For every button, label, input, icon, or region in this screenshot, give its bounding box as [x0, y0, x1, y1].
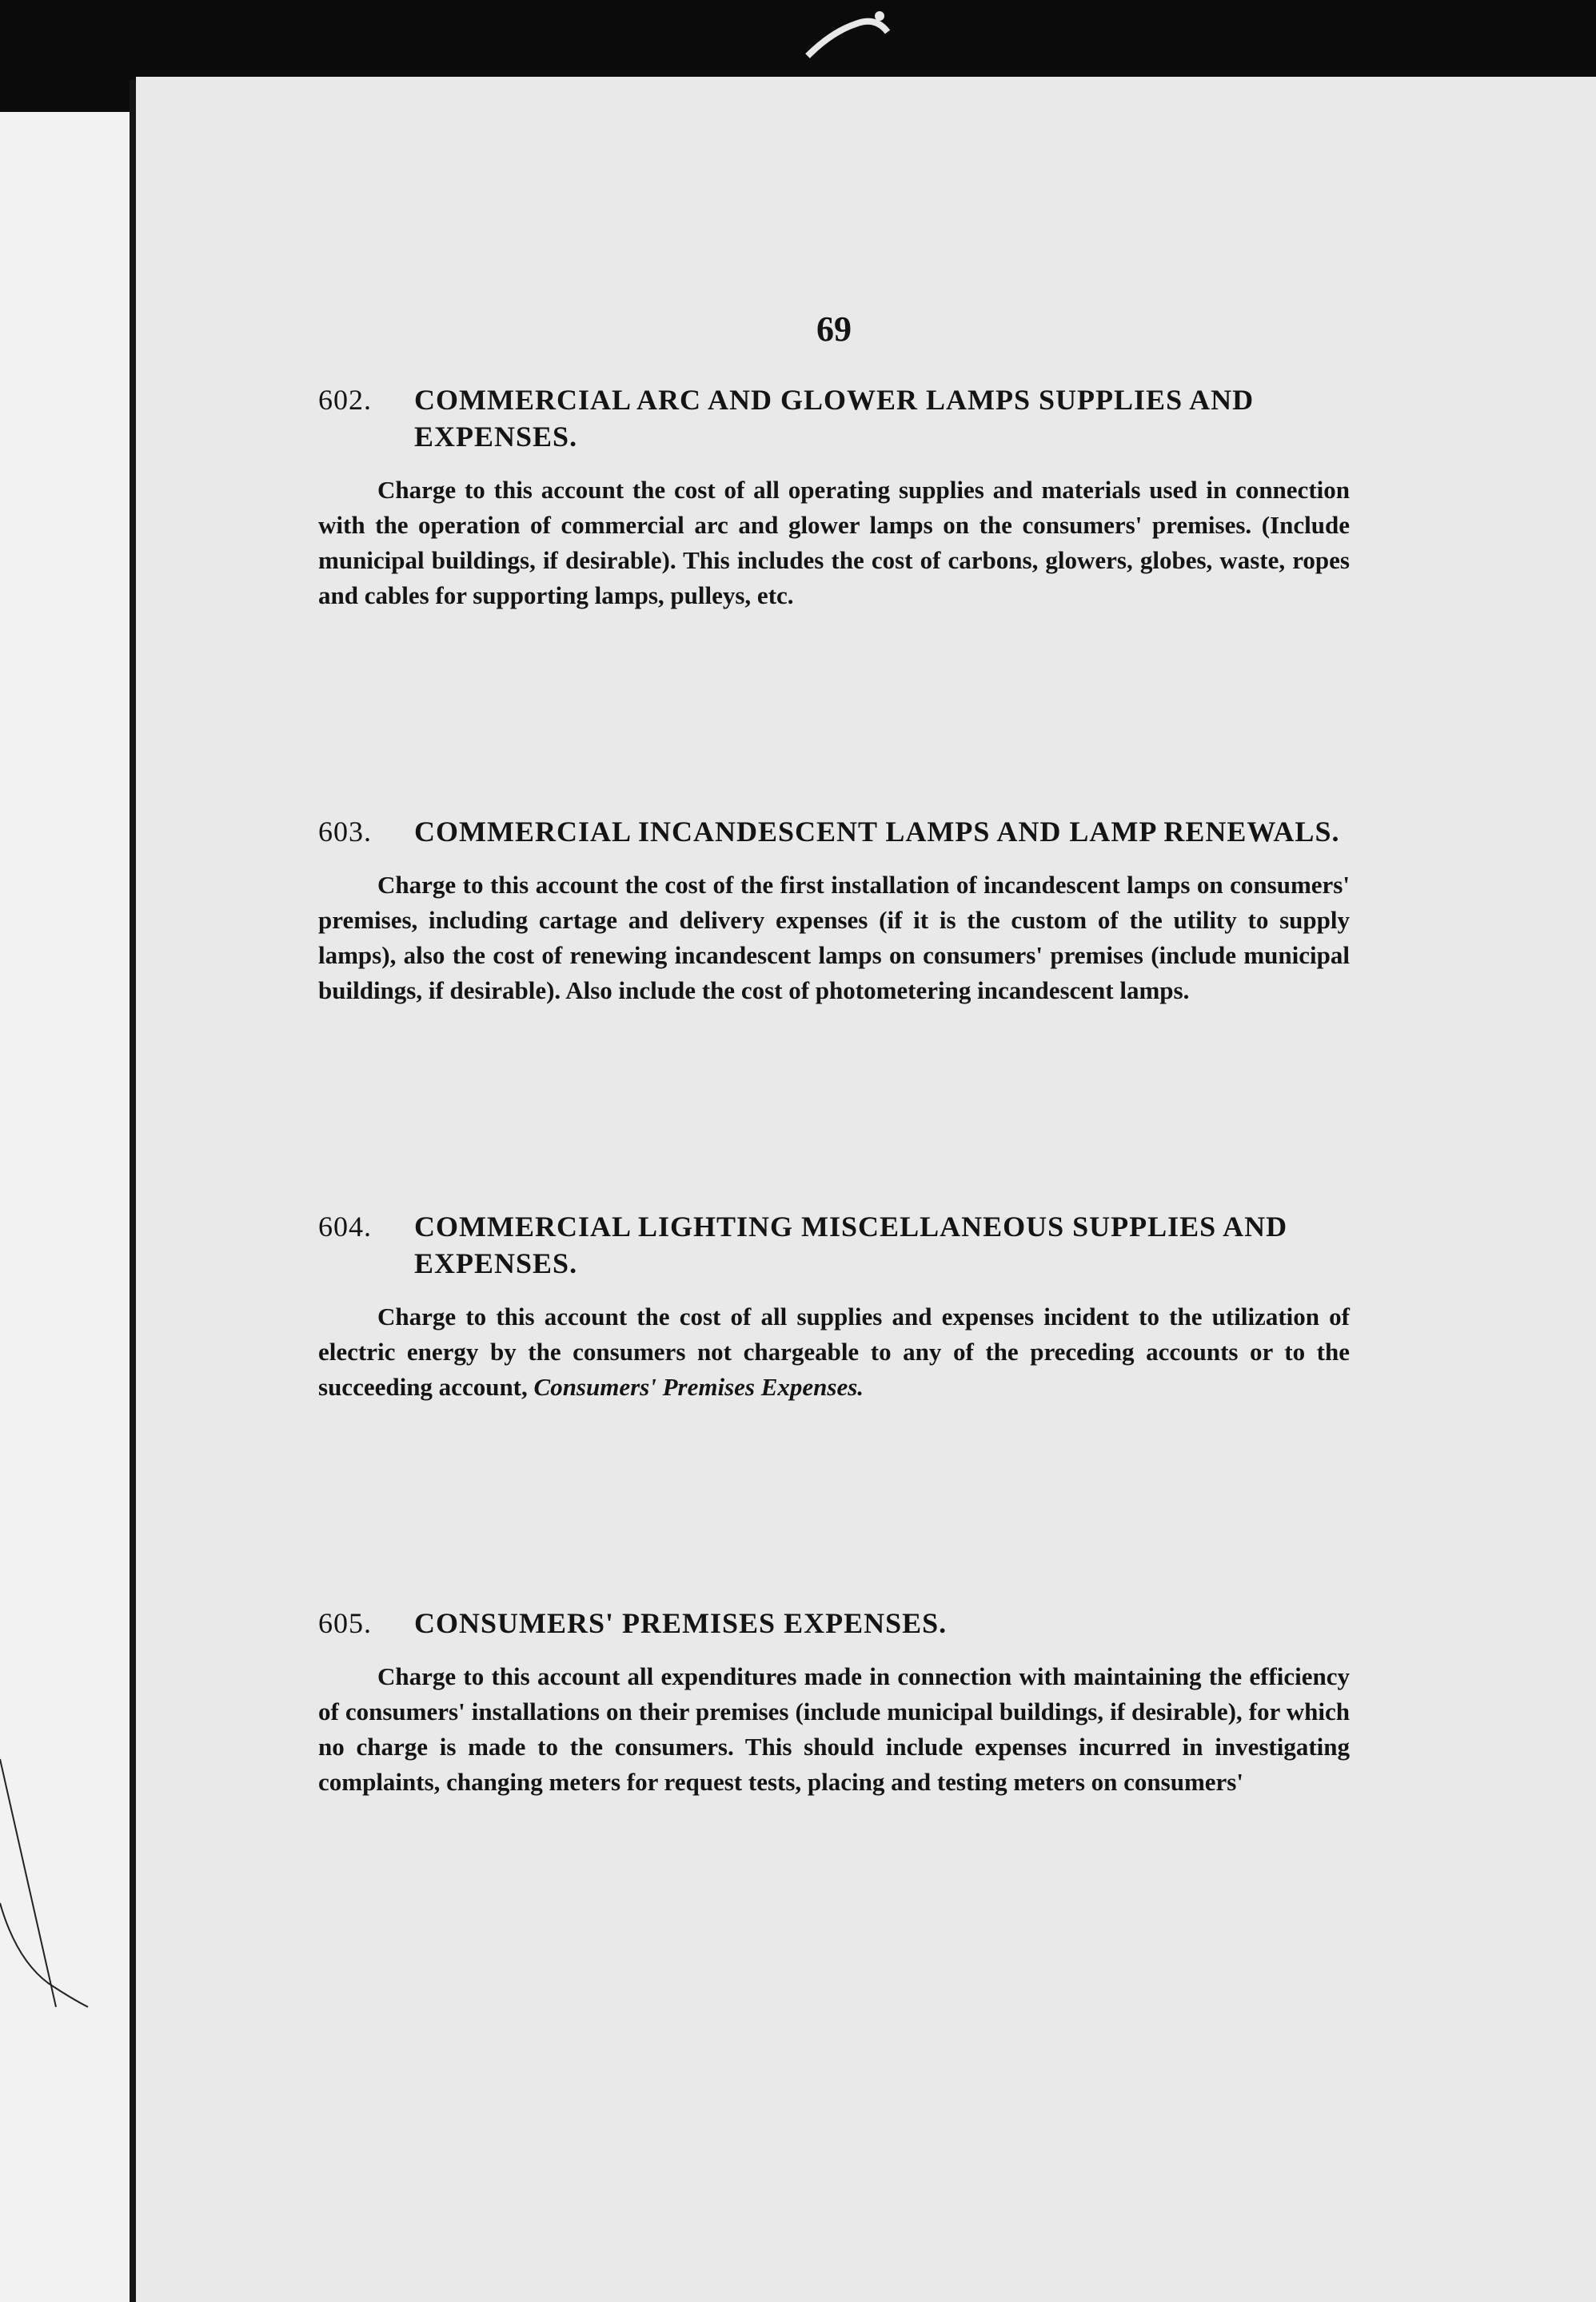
section-title: COMMERCIAL LIGHTING MISCELLANEOUS SUPPLIES AND EXPENSES. — [414, 1211, 1288, 1279]
section-602 — [318, 381, 1350, 613]
section-text-main: Charge to this account the cost of all supplies and expenses incident to the utilization of electric energy by the consumers not chargeable to any of the preceding accounts or to the succeeding account, — [318, 1303, 1350, 1401]
section-text: Charge to this account the cost of the first installation of incandescent lamps on consumers' premises, including cartage and delivery expenses (if it is the custom of the utility to supply lamps), also the cost of renewing incandescent lamps on consumers' premises (include municipal buildings, if desirable). Also include the cost of photometering incandescent lamps. — [318, 871, 1350, 1004]
section-605 — [318, 1605, 1350, 1800]
section-text-emphasis: Consumers' Premises Expenses. — [533, 1373, 864, 1401]
section-title: COMMERCIAL INCANDESCENT LAMPS AND LAMP RENEWALS. — [414, 816, 1340, 848]
section-title: COMMERCIAL ARC AND GLOWER LAMPS SUPPLIES AND EXPENSES. — [414, 384, 1255, 453]
section-number: 605. — [318, 1607, 372, 1639]
page-number: 69 — [816, 309, 852, 349]
section-heading — [318, 813, 1350, 850]
section-604 — [318, 1208, 1350, 1405]
section-heading — [318, 1605, 1350, 1642]
section-heading — [318, 381, 1350, 455]
section-text: Charge to this account the cost of all operating supplies and materials used in connection with the operation of commercial arc and glower lamps on the consumers' premises. (Include municipal buildings, if desirable). This includes the cost of carbons, glowers, globes, waste, ropes and cables for supporting lamps, pulleys, etc. — [318, 476, 1350, 609]
section-603 — [318, 813, 1350, 1008]
section-heading — [318, 1208, 1350, 1282]
section-number: 602. — [318, 384, 372, 416]
section-number: 604. — [318, 1211, 372, 1243]
section-number: 603. — [318, 816, 372, 848]
section-text: Charge to this account all expenditures made in connection with maintaining the efficiency of consumers' installations on their premises (include municipal buildings, if desirable), for which no charge is made to the consumers. This should include expenses incurred in investigating complaints, changing meters for request tests, placing and testing meters on consumers' — [318, 1662, 1350, 1796]
adjacent-page-marks — [0, 1743, 96, 2015]
page-content — [318, 309, 1350, 1825]
section-text — [318, 1299, 1350, 1405]
scan-smudge — [800, 0, 912, 72]
section-title: CONSUMERS' PREMISES EXPENSES. — [414, 1607, 948, 1639]
